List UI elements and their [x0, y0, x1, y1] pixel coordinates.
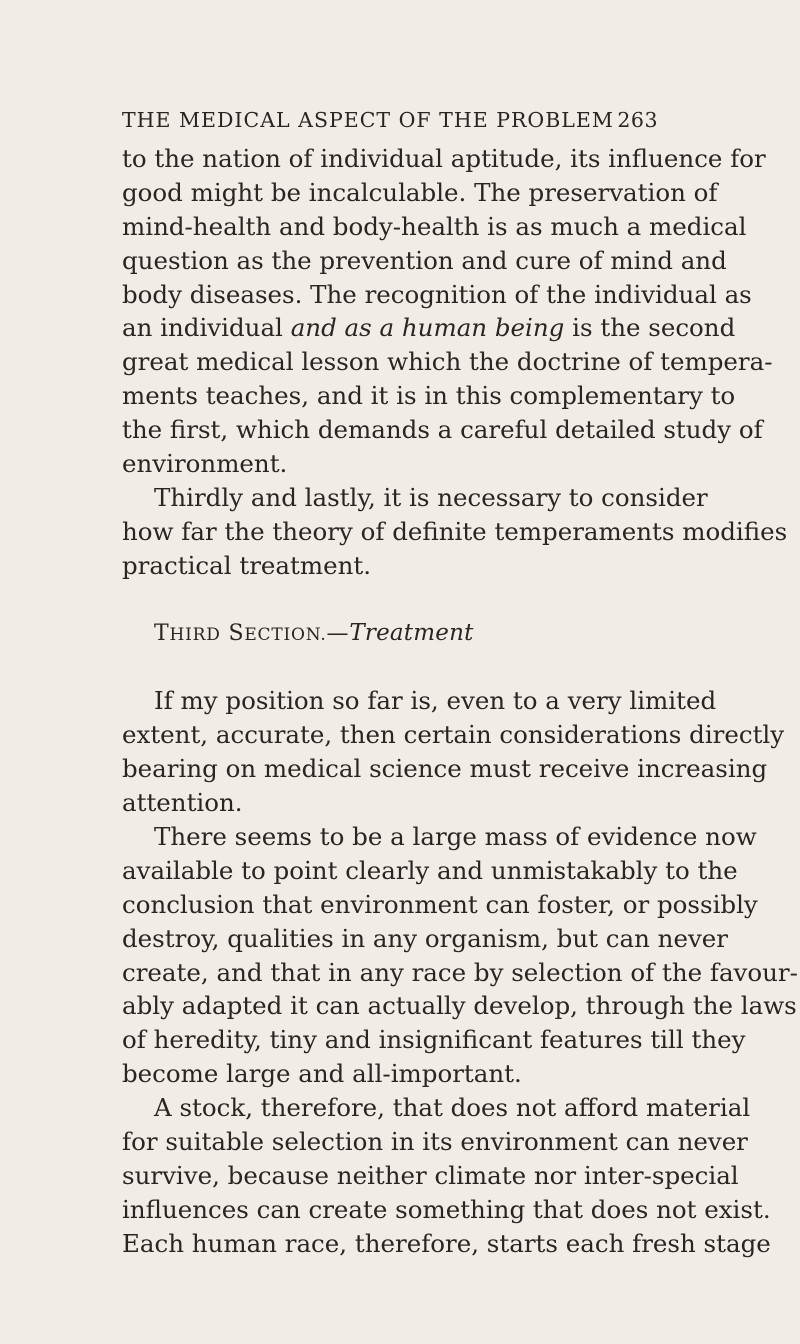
text-line: of heredity, tiny and insignificant features till they — [122, 1025, 746, 1055]
text-line: environment. — [122, 449, 288, 479]
italic-phrase: and as a human being — [290, 313, 565, 343]
text-line: conclusion that environment can foster, or possibly — [122, 889, 758, 919]
text-line: available to point clearly and unmistakably to the — [122, 855, 738, 885]
heading-letter: T — [154, 620, 170, 646]
text-line: influences can create something that does not exist. — [122, 1194, 771, 1224]
paragraph-continuation — [122, 142, 773, 481]
text-line: mind-health and body-health is as much a medical — [122, 211, 747, 241]
text-line: the first, which demands a careful detailed study of — [122, 415, 763, 445]
heading-subtitle: Treatment — [349, 619, 474, 646]
text-line: question as the prevention and cure of mind and — [122, 245, 727, 275]
text-span: an individual — [122, 313, 291, 343]
text-line: become large and all-important. — [122, 1059, 522, 1089]
text-line: A stock, therefore, that does not afford material — [154, 1093, 751, 1123]
running-head — [122, 108, 658, 132]
text-line: ably adapted it can actually develop, through the laws — [122, 991, 797, 1021]
text-line: to the nation of individual aptitude, its influence for — [122, 144, 766, 173]
section-spacer — [122, 650, 658, 684]
text-line: Thirdly and lastly, it is necessary to consider — [154, 482, 708, 512]
paragraph-evidence — [122, 820, 798, 1091]
text-line: practical treatment. — [122, 550, 372, 580]
text-line: great medical lesson which the doctrine of tempera- — [122, 347, 773, 377]
text-line — [122, 311, 736, 345]
paragraph-thirdly — [122, 481, 788, 583]
text-line: for suitable selection in its environment can never — [122, 1127, 748, 1157]
heading-smallcaps: HIRD — [169, 624, 221, 645]
paragraph-position — [122, 684, 785, 820]
text-line: create, and that in any race by selection of the favour- — [122, 957, 798, 987]
text-line: If my position so far is, even to a very limited — [154, 686, 717, 716]
body-text — [122, 142, 798, 1261]
section-heading — [122, 617, 658, 651]
text-line: good might be incalculable. The preservation of — [122, 177, 718, 207]
text-line: destroy, qualities in any organism, but can never — [122, 923, 728, 953]
heading-letter: S — [228, 620, 245, 646]
paragraph-stock — [122, 1091, 771, 1260]
page-number: 263 — [617, 108, 658, 132]
heading-smallcaps: ECTION. — [244, 624, 327, 645]
text-span: is the second — [564, 313, 736, 343]
text-line: bearing on medical science must receive increasing — [122, 754, 768, 784]
text-line: survive, because neither climate nor inter-special — [122, 1160, 739, 1190]
running-head-title: THE MEDICAL ASPECT OF THE PROBLEM — [122, 108, 614, 132]
text-line: Each human race, therefore, starts each fresh stage — [122, 1228, 771, 1258]
text-line: attention. — [122, 788, 243, 818]
text-line: ments teaches, and it is in this complementary to — [122, 381, 736, 411]
section-spacer — [122, 583, 658, 617]
text-line: There seems to be a large mass of evidence now — [154, 822, 757, 852]
heading-dash: — — [326, 620, 350, 646]
text-line: body diseases. The recognition of the individual as — [122, 279, 752, 309]
text-line: extent, accurate, then certain considerations directly — [122, 720, 785, 750]
text-line: how far the theory of definite temperaments modifies — [122, 516, 788, 546]
